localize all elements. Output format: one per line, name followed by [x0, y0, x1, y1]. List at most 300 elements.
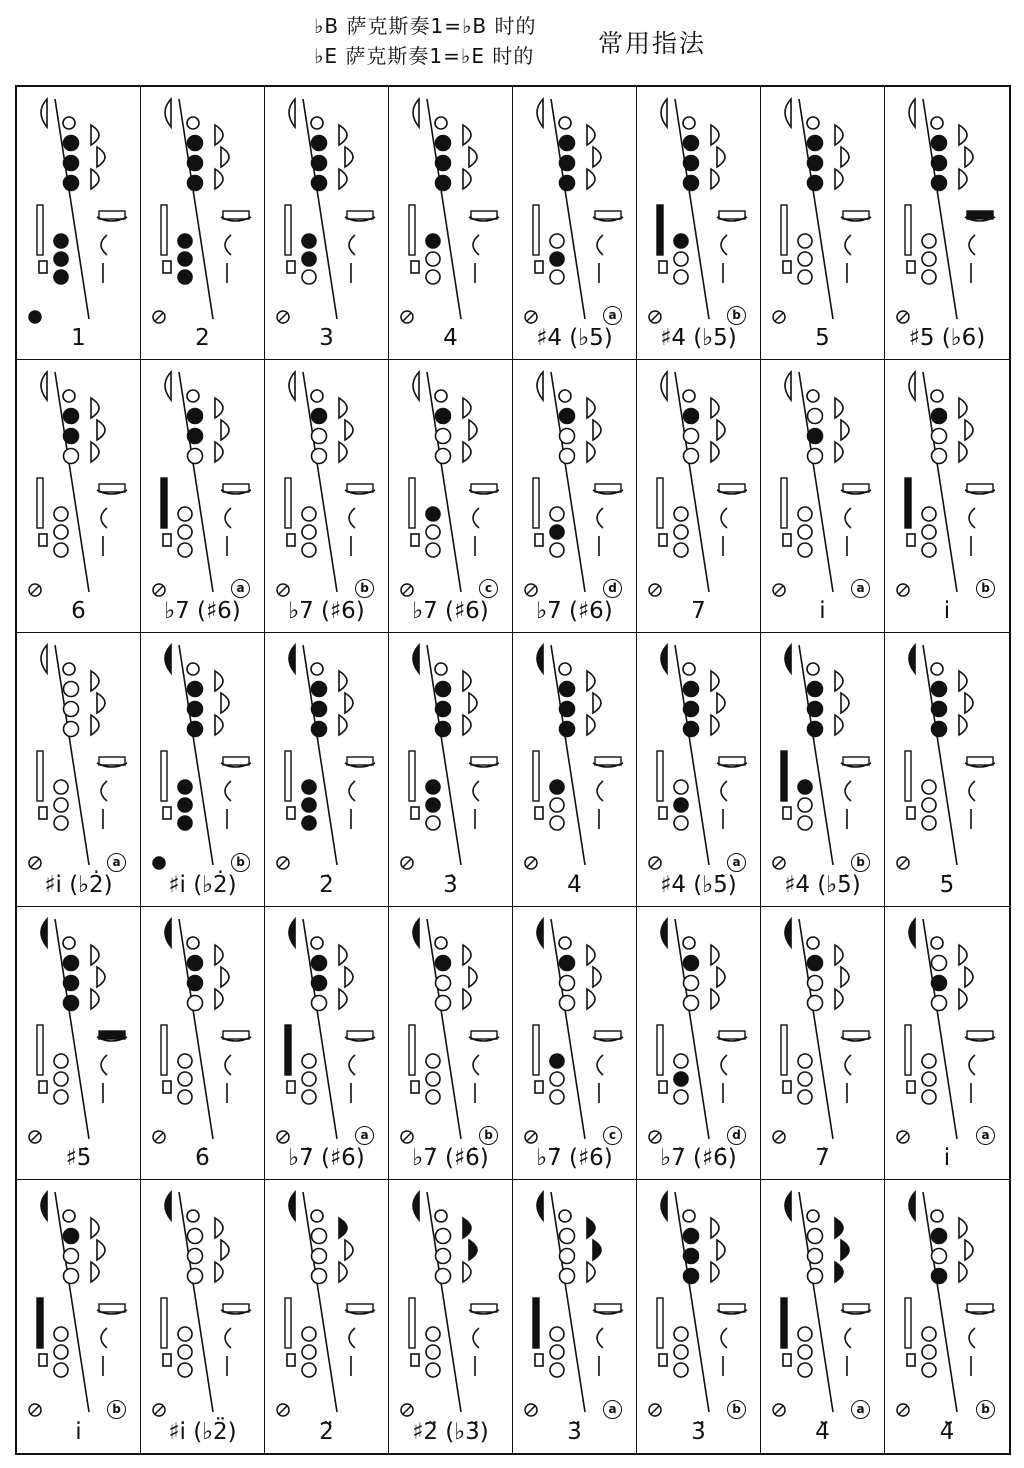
side-key-icon	[99, 1304, 125, 1312]
lower-key-icon	[550, 798, 564, 812]
palm-key-icon	[463, 671, 471, 691]
palm-key-icon	[711, 989, 719, 1009]
main-key-icon	[436, 1228, 451, 1243]
fingering-chart	[885, 633, 1009, 906]
octave-key-icon	[165, 372, 171, 400]
note-label: ♭7 (♯6)	[164, 598, 241, 625]
palm-key-icon	[97, 693, 105, 713]
octave-key-icon	[537, 919, 543, 947]
palm-key-icon	[711, 1218, 719, 1238]
main-key-icon	[808, 1268, 823, 1283]
main-key-icon	[436, 156, 451, 171]
lower-key-icon	[178, 507, 192, 521]
lower-key-icon	[426, 798, 440, 812]
palm-key-icon	[959, 1262, 967, 1282]
lower-key-icon	[550, 507, 564, 521]
palm-key-icon	[717, 420, 725, 440]
fingering-chart	[885, 360, 1009, 633]
palm-key-icon	[965, 420, 973, 440]
variant-badge: d	[727, 1126, 746, 1145]
octave-key-icon	[785, 99, 791, 127]
note-label: ♭7 (♯6)	[412, 598, 489, 625]
palm-key-icon	[339, 989, 347, 1009]
lower-key-icon	[922, 1090, 936, 1104]
lower-key-icon	[674, 525, 688, 539]
lower-key-icon	[54, 780, 68, 794]
lower-key-icon	[922, 1345, 936, 1359]
main-key-icon	[808, 136, 823, 151]
pinky-key-icon	[277, 857, 289, 869]
lower-key-icon	[922, 816, 936, 830]
octave-key-icon	[909, 372, 915, 400]
main-key-icon	[188, 449, 203, 464]
lower-key-icon	[798, 252, 812, 266]
main-key-icon	[808, 409, 823, 424]
lower-key-icon	[426, 252, 440, 266]
table-key-icon	[285, 205, 291, 255]
table-key-icon	[657, 1298, 663, 1348]
fingering-chart	[761, 87, 885, 360]
pinky-key-icon	[649, 857, 661, 869]
side-key-icon	[99, 757, 125, 765]
fingering-chart	[141, 360, 265, 633]
main-key-icon	[684, 1228, 699, 1243]
main-key-icon	[932, 955, 947, 970]
palm-key-icon	[339, 442, 347, 462]
side-key-icon	[471, 1304, 497, 1312]
variant-badge: b	[851, 853, 870, 872]
note-label: 5	[815, 325, 830, 352]
main-key-icon	[436, 1248, 451, 1263]
pinky-key-icon	[773, 1131, 785, 1143]
pinky-key-icon	[649, 584, 661, 596]
main-key-icon	[312, 722, 327, 737]
main-key-icon	[312, 702, 327, 717]
side-key-icon	[843, 757, 869, 765]
fingering-chart	[761, 907, 885, 1180]
main-key-icon	[64, 156, 79, 171]
octave-key-icon	[41, 919, 47, 947]
palm-key-icon	[463, 1218, 471, 1238]
lower-key-icon	[922, 543, 936, 557]
lower-key-icon	[178, 543, 192, 557]
lower-key-icon	[550, 1345, 564, 1359]
lower-key-icon	[426, 270, 440, 284]
sax-key-diagram	[141, 87, 265, 359]
fingering-chart	[265, 1180, 389, 1453]
lower-key-icon	[302, 507, 316, 521]
pinky-key-icon	[649, 311, 661, 323]
table-key-icon	[409, 1025, 415, 1075]
palm-key-icon	[215, 945, 223, 965]
side-key-icon	[223, 1031, 249, 1039]
note-label: i̇̇	[75, 1419, 82, 1445]
main-key-icon	[684, 156, 699, 171]
palm-key-icon	[717, 967, 725, 987]
lower-key-icon	[54, 252, 68, 266]
octave-key-icon	[413, 99, 419, 127]
lower-key-icon	[426, 1363, 440, 1377]
octave-key-icon	[41, 645, 47, 673]
header-title: 常用指法	[598, 29, 707, 58]
main-key-icon	[932, 682, 947, 697]
octave-key-icon	[661, 645, 667, 673]
lower-key-icon	[54, 1054, 68, 1068]
pinky-key-icon	[773, 857, 785, 869]
table-key-icon	[905, 1025, 911, 1075]
table-key-icon	[285, 478, 291, 528]
side-key-icon	[595, 1304, 621, 1312]
octave-key-icon	[661, 372, 667, 400]
palm-key-icon	[841, 967, 849, 987]
table-key-icon	[161, 205, 167, 255]
main-key-icon	[188, 409, 203, 424]
palm-key-icon	[959, 125, 967, 145]
lower-key-icon	[178, 270, 192, 284]
lower-key-icon	[54, 525, 68, 539]
palm-key-icon	[593, 967, 601, 987]
palm-key-icon	[587, 1262, 595, 1282]
main-key-icon	[932, 176, 947, 191]
octave-key-icon	[165, 99, 171, 127]
octave-key-icon	[413, 1192, 419, 1220]
fingering-chart	[637, 633, 761, 906]
table-key-icon	[409, 205, 415, 255]
side-key-icon	[471, 757, 497, 765]
palm-key-icon	[587, 125, 595, 145]
lower-key-icon	[302, 1363, 316, 1377]
lower-key-icon	[302, 525, 316, 539]
fingering-chart-grid	[15, 85, 1011, 1455]
lower-key-icon	[426, 234, 440, 248]
sax-key-diagram	[637, 360, 761, 632]
octave-key-icon	[413, 372, 419, 400]
main-key-icon	[64, 995, 79, 1010]
table-key-icon	[905, 1298, 911, 1348]
table-key-icon	[533, 1298, 539, 1348]
fingering-chart	[513, 1180, 637, 1453]
octave-key-icon	[785, 372, 791, 400]
palm-key-icon	[97, 420, 105, 440]
lower-key-icon	[550, 816, 564, 830]
lower-key-icon	[178, 525, 192, 539]
sax-key-diagram	[17, 907, 141, 1179]
palm-key-icon	[221, 967, 229, 987]
palm-key-icon	[841, 147, 849, 167]
main-key-icon	[436, 995, 451, 1010]
pinky-key-icon	[277, 311, 289, 323]
pinky-key-icon	[897, 311, 909, 323]
main-key-icon	[312, 682, 327, 697]
palm-key-icon	[835, 398, 843, 418]
main-key-icon	[64, 449, 79, 464]
pinky-key-icon	[649, 1404, 661, 1416]
lower-key-icon	[302, 798, 316, 812]
pinky-key-icon	[401, 584, 413, 596]
main-key-icon	[312, 1228, 327, 1243]
side-key-icon	[595, 484, 621, 492]
main-key-icon	[188, 176, 203, 191]
lower-key-icon	[302, 1090, 316, 1104]
octave-key-icon	[41, 99, 47, 127]
palm-key-icon	[959, 715, 967, 735]
main-key-icon	[560, 1228, 575, 1243]
main-key-icon	[808, 722, 823, 737]
main-key-icon	[684, 176, 699, 191]
side-key-icon	[843, 211, 869, 219]
table-key-icon	[533, 1025, 539, 1075]
palm-key-icon	[91, 169, 99, 189]
main-key-icon	[560, 995, 575, 1010]
palm-key-icon	[959, 989, 967, 1009]
note-label: ♭7̇ (♯6̇)	[536, 1144, 613, 1171]
table-key-icon	[37, 1025, 43, 1075]
variant-badge: c	[479, 579, 498, 598]
fingering-chart	[141, 87, 265, 360]
lower-key-icon	[54, 816, 68, 830]
main-key-icon	[560, 449, 575, 464]
main-key-icon	[560, 1268, 575, 1283]
palm-key-icon	[469, 693, 477, 713]
main-key-icon	[312, 176, 327, 191]
lower-key-icon	[302, 1327, 316, 1341]
sax-key-diagram	[513, 633, 637, 905]
note-label: ♯2̈ (♭3̈)	[412, 1419, 489, 1445]
note-label: ♯4̇ (♭5̇)	[660, 871, 737, 898]
variant-badge: b	[479, 1126, 498, 1145]
pinky-key-icon	[649, 1131, 661, 1143]
side-key-icon	[719, 1031, 745, 1039]
variant-badge: a	[851, 579, 870, 598]
side-key-icon	[967, 1031, 993, 1039]
note-label: 6̇	[195, 1144, 210, 1171]
octave-key-icon	[289, 372, 295, 400]
table-key-icon	[657, 205, 663, 255]
main-key-icon	[932, 702, 947, 717]
lower-key-icon	[178, 1090, 192, 1104]
main-key-icon	[932, 136, 947, 151]
lower-key-icon	[302, 270, 316, 284]
note-label: i̇	[943, 598, 951, 625]
main-key-icon	[64, 409, 79, 424]
main-key-icon	[188, 1248, 203, 1263]
palm-key-icon	[339, 125, 347, 145]
palm-key-icon	[215, 169, 223, 189]
main-key-icon	[932, 156, 947, 171]
variant-badge: b	[727, 306, 746, 325]
sax-key-diagram	[885, 87, 1009, 359]
main-key-icon	[560, 429, 575, 444]
lower-key-icon	[178, 816, 192, 830]
main-key-icon	[64, 176, 79, 191]
main-key-icon	[684, 702, 699, 717]
palm-key-icon	[345, 1240, 353, 1260]
main-key-icon	[436, 429, 451, 444]
side-key-icon	[595, 211, 621, 219]
main-key-icon	[684, 429, 699, 444]
note-label: ♯4 (♭5)	[660, 325, 737, 352]
lower-key-icon	[550, 1072, 564, 1086]
main-key-icon	[560, 702, 575, 717]
palm-key-icon	[711, 398, 719, 418]
variant-badge: a	[603, 306, 622, 325]
octave-key-icon	[165, 919, 171, 947]
pinky-key-icon	[277, 1404, 289, 1416]
octave-key-icon	[785, 919, 791, 947]
octave-key-icon	[413, 645, 419, 673]
palm-key-icon	[463, 1262, 471, 1282]
palm-key-icon	[959, 945, 967, 965]
sax-key-diagram	[17, 360, 141, 632]
note-label: 1	[71, 325, 86, 352]
palm-key-icon	[965, 147, 973, 167]
octave-key-icon	[289, 99, 295, 127]
sax-key-diagram	[17, 87, 141, 359]
palm-key-icon	[593, 147, 601, 167]
main-key-icon	[64, 1248, 79, 1263]
lower-key-icon	[550, 1090, 564, 1104]
table-key-icon	[161, 478, 167, 528]
main-key-icon	[64, 955, 79, 970]
fingering-chart	[761, 633, 885, 906]
table-key-icon	[409, 1298, 415, 1348]
lower-key-icon	[178, 1363, 192, 1377]
variant-badge: b	[231, 853, 250, 872]
main-key-icon	[808, 176, 823, 191]
note-label: ♭7̇ (♯6̇)	[288, 1144, 365, 1171]
note-label: 7̇	[815, 1144, 830, 1171]
variant-badge: a	[355, 1126, 374, 1145]
octave-key-icon	[537, 1192, 543, 1220]
palm-key-icon	[711, 125, 719, 145]
palm-key-icon	[959, 169, 967, 189]
note-label: 4	[443, 325, 458, 352]
palm-key-icon	[221, 693, 229, 713]
variant-badge: a	[107, 853, 126, 872]
side-key-icon	[719, 484, 745, 492]
pinky-key-icon	[897, 1131, 909, 1143]
palm-key-icon	[97, 147, 105, 167]
palm-key-icon	[835, 442, 843, 462]
palm-key-icon	[587, 989, 595, 1009]
fingering-chart	[17, 360, 141, 633]
lower-key-icon	[550, 525, 564, 539]
lower-key-icon	[550, 252, 564, 266]
sax-key-diagram	[761, 907, 885, 1179]
note-label: 7	[691, 598, 706, 625]
lower-key-icon	[426, 525, 440, 539]
lower-key-icon	[798, 525, 812, 539]
lower-key-icon	[178, 798, 192, 812]
lower-key-icon	[426, 1327, 440, 1341]
main-key-icon	[808, 429, 823, 444]
note-label: ♭7̇ (♯6̇)	[660, 1144, 737, 1171]
palm-key-icon	[717, 1240, 725, 1260]
main-key-icon	[932, 1268, 947, 1283]
lower-key-icon	[54, 798, 68, 812]
main-key-icon	[64, 682, 79, 697]
side-key-icon	[347, 1031, 373, 1039]
note-label: 2	[195, 325, 210, 352]
palm-key-icon	[97, 967, 105, 987]
lower-key-icon	[674, 1090, 688, 1104]
main-key-icon	[932, 449, 947, 464]
main-key-icon	[188, 429, 203, 444]
palm-key-icon	[959, 442, 967, 462]
sax-key-diagram	[141, 1180, 265, 1452]
main-key-icon	[436, 176, 451, 191]
side-key-icon	[223, 484, 249, 492]
lower-key-icon	[674, 234, 688, 248]
fingering-chart	[17, 907, 141, 1180]
palm-key-icon	[345, 693, 353, 713]
palm-key-icon	[215, 715, 223, 735]
pinky-key-icon	[897, 584, 909, 596]
main-key-icon	[64, 722, 79, 737]
palm-key-icon	[339, 715, 347, 735]
lower-key-icon	[798, 1072, 812, 1086]
octave-key-icon	[537, 372, 543, 400]
lower-key-icon	[798, 798, 812, 812]
fingering-chart	[141, 633, 265, 906]
pinky-key-icon	[773, 584, 785, 596]
lower-key-icon	[922, 1072, 936, 1086]
main-key-icon	[436, 702, 451, 717]
palm-key-icon	[965, 1240, 973, 1260]
palm-key-icon	[345, 147, 353, 167]
palm-key-icon	[91, 1262, 99, 1282]
fingering-chart	[389, 633, 513, 906]
palm-key-icon	[215, 671, 223, 691]
table-key-icon	[781, 1025, 787, 1075]
palm-key-icon	[339, 1262, 347, 1282]
table-key-icon	[905, 205, 911, 255]
table-key-icon	[657, 751, 663, 801]
main-key-icon	[188, 722, 203, 737]
variant-badge: a	[603, 1400, 622, 1419]
palm-key-icon	[91, 125, 99, 145]
palm-key-icon	[587, 398, 595, 418]
main-key-icon	[188, 136, 203, 151]
fingering-chart	[265, 87, 389, 360]
palm-key-icon	[965, 967, 973, 987]
side-key-icon	[347, 211, 373, 219]
pinky-key-icon	[401, 1404, 413, 1416]
palm-key-icon	[841, 693, 849, 713]
main-key-icon	[684, 975, 699, 990]
lower-key-icon	[302, 780, 316, 794]
lower-key-icon	[302, 543, 316, 557]
palm-key-icon	[959, 671, 967, 691]
lower-key-icon	[426, 1054, 440, 1068]
lower-key-icon	[178, 1345, 192, 1359]
palm-key-icon	[91, 398, 99, 418]
palm-key-icon	[91, 715, 99, 735]
main-key-icon	[188, 156, 203, 171]
octave-key-icon	[909, 99, 915, 127]
table-key-icon	[781, 478, 787, 528]
palm-key-icon	[835, 1218, 843, 1238]
table-key-icon	[37, 751, 43, 801]
table-key-icon	[409, 478, 415, 528]
note-label: 2̇	[319, 871, 334, 898]
main-key-icon	[808, 449, 823, 464]
lower-key-icon	[674, 252, 688, 266]
lower-key-icon	[798, 270, 812, 284]
palm-key-icon	[345, 967, 353, 987]
side-key-icon	[719, 757, 745, 765]
note-label: 3̈	[567, 1419, 582, 1445]
